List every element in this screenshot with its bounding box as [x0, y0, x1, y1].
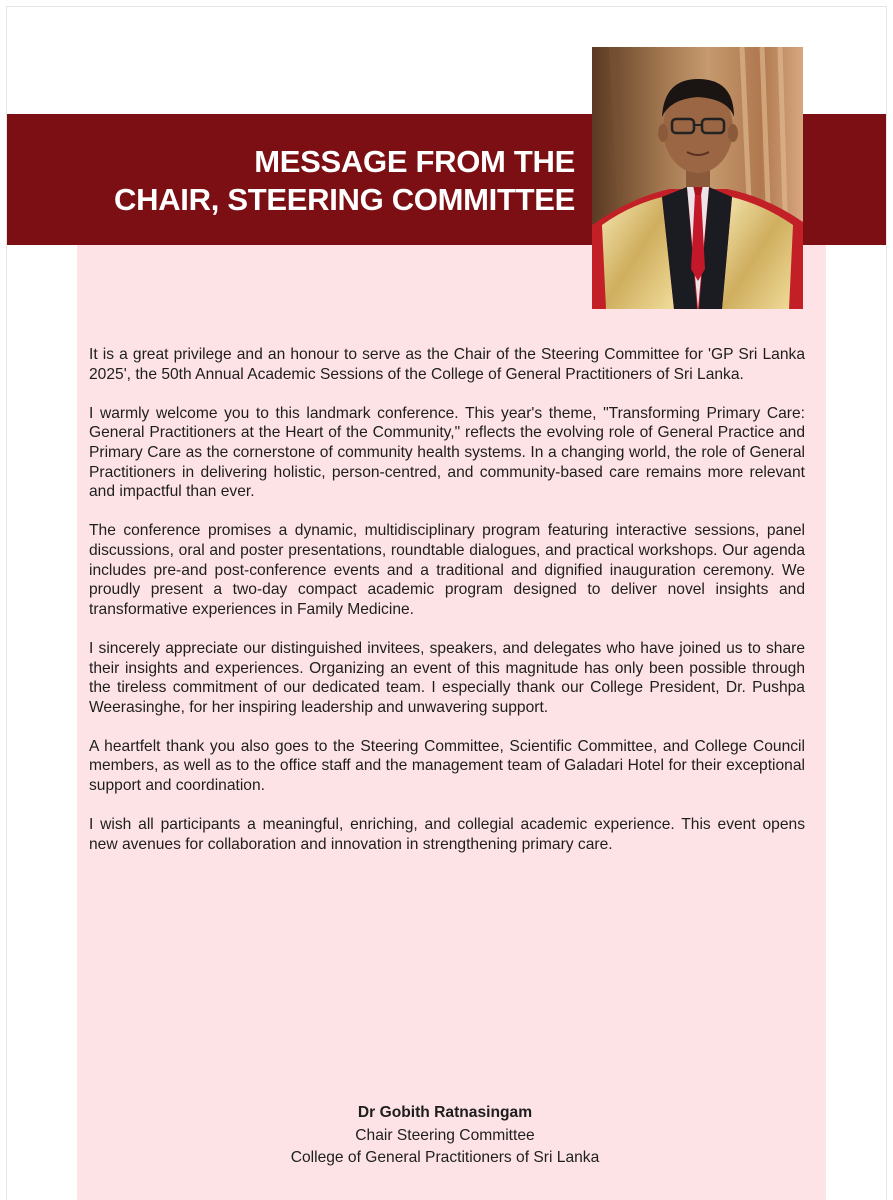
signatory-organization: College of General Practitioners of Sri Lanka	[290, 1149, 600, 1167]
paragraph-1: It is a great privilege and an honour to serve as the Chair of the Steering Committee for 'GP Sri Lanka 2025', the 50th Annual Academic Sessions of the College of General Practitioners of Sri Lanka.	[89, 346, 805, 383]
message-body	[89, 345, 805, 874]
signatory-role: Chair Steering Committee	[355, 1126, 535, 1144]
paragraph-2: I warmly welcome you to this landmark conference. This year's theme, "Transforming Primary Care: General Practitioners at the Heart of the Community," reflects the evolving role of General Practice and Primary Care as the cornerstone of community health systems. In a changing world, the role of General Practitioners in delivering holistic, person-centred, and community-based care remains more relevant and impactful than ever.	[89, 404, 805, 501]
title-line-2: CHAIR, STEERING COMMITTEE	[114, 182, 575, 217]
title-line-1: MESSAGE FROM THE	[254, 144, 575, 179]
paragraph-5: A heartfelt thank you also goes to the Steering Committee, Scientific Committee, and College Council members, as well as to the office staff and the management team of Galadari Hotel for their exceptional support and coordination.	[89, 737, 805, 795]
paragraph-3: The conference promises a dynamic, multidisciplinary program featuring interactive sessions, panel discussions, oral and poster presentations, roundtable dialogues, and practical workshops. Our agenda includes pre-and post-conference events and a traditional and dignified inauguration ceremony. We proudly present a two-day compact academic program designed to deliver novel insights and transformative experiences in Family Medicine.	[89, 522, 805, 618]
page-title	[114, 143, 575, 219]
signature-block	[200, 1102, 690, 1170]
paragraph-6: I wish all participants a meaningful, enriching, and collegial academic experience. This event opens new avenues for collaboration and innovation in strengthening primary care.	[89, 816, 805, 853]
paragraph-4: I sincerely appreciate our distinguished invitees, speakers, and delegates who have joined us to share their insights and experiences. Organizing an event of this magnitude has only been possible through the tireless commitment of our dedicated team. I especially thank our College President, Dr. Pushpa Weerasinghe, for her inspiring leadership and unwavering support.	[89, 639, 805, 716]
signatory-name: Dr Gobith Ratnasingam	[357, 1104, 533, 1121]
chair-portrait-photo	[592, 47, 803, 309]
